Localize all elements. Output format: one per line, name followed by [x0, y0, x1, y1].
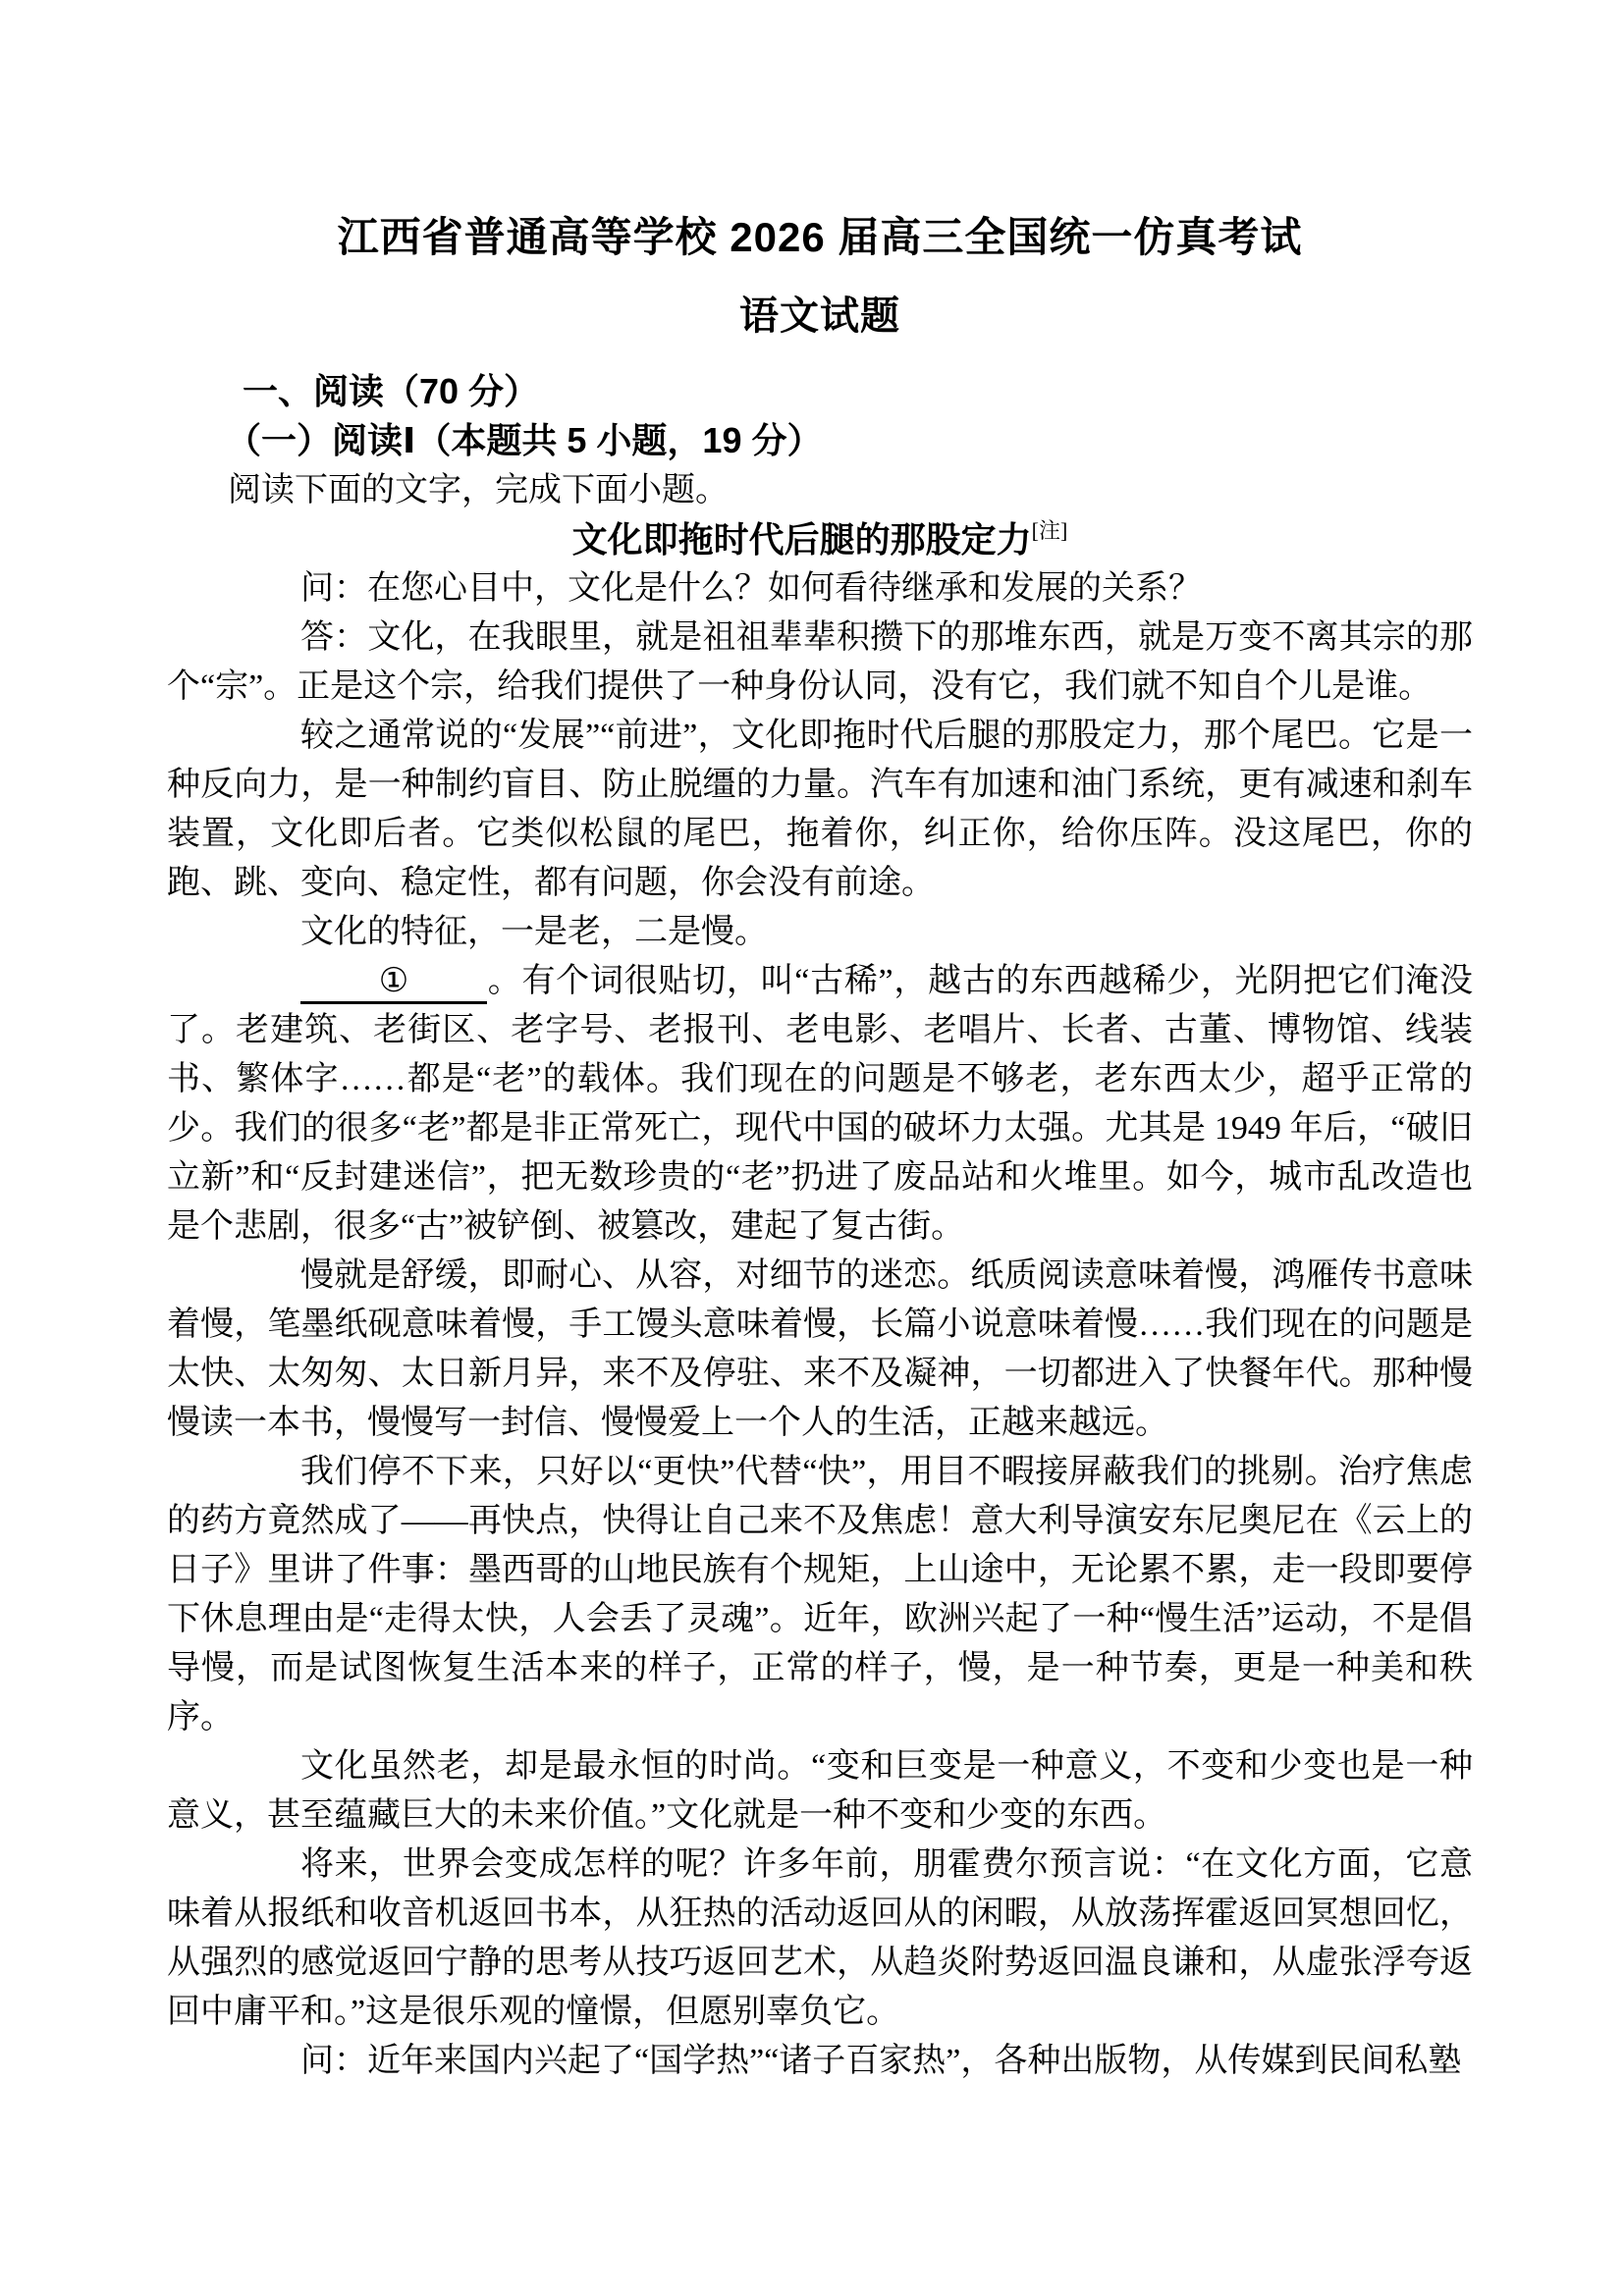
paragraph-answer-2: 较之通常说的“发展”“前进”，文化即拖时代后腿的那股定力，那个尾巴。它是一种反向力，是一种制约盲目、防止脱缰的力量。汽车有加速和油门系统，更有减速和刹车装置，文化即后者。它类似松鼠的尾巴，拖着你，纠正你，给你压阵。没这尾巴，你的跑、跳、变向、稳定性，都有问题，你会没有前途。	[167, 718, 1473, 901]
paragraph-answer-4-text: 。有个词很贴切，叫“古稀”，越古的东西越稀少，光阴把它们淹没了。老建筑、老街区、老字号、老报刊、老电影、老唱片、长者、古董、博物馆、线装书、繁体字……都是“老”的载体。我们现在的问题是不够老，老东西太少，超乎正常的少。我们的很多“老”都是非正常死亡，现代中国的破坏力太强。尤其是 1949 年后，“破旧立新”和“反封建迷信”，把无数珍贵的“老”扔进了废品站和火堆里。如今，城市乱改造也是个悲剧，很多“古”被铲倒、被篡改，建起了复古街。	[167, 963, 1473, 1245]
paragraph-answer-5: 慢就是舒缓，即耐心、从容，对细节的迷恋。纸质阅读意味着慢，鸿雁传书意味着慢，笔墨纸砚意味着慢，手工馒头意味着慢，长篇小说意味着慢……我们现在的问题是太快、太匆匆、太日新月异，来不及停驻、来不及凝神，一切都进入了快餐年代。那种慢慢读一本书，慢慢写一封信、慢慢爱上一个人的生活，正越来越远。	[167, 1257, 1473, 1441]
paragraph-answer-7: 文化虽然老，却是最永恒的时尚。“变和巨变是一种意义，不变和少变也是一种意义，甚至蕴藏巨大的未来价值。”文化就是一种不变和少变的东西。	[167, 1748, 1473, 1834]
blank-marker: ①	[378, 963, 409, 999]
paragraph-answer-4	[167, 957, 1473, 1252]
doc-title: 江西省普通高等学校 2026 届高三全国统一仿真考试	[337, 214, 1303, 260]
fill-in-blank-line	[300, 962, 487, 1004]
essay-title-text: 文化即拖时代后腿的那股定力	[571, 519, 1032, 560]
paragraph-question-2: 问：近年来国内兴起了“国学热”“诸子百家热”，各种出版物，从传媒到民间私塾	[300, 2043, 1462, 2079]
essay-title	[167, 515, 1473, 564]
essay-note-marker: [注]	[1031, 518, 1068, 543]
doc-subtitle: 语文试题	[739, 294, 900, 338]
paragraph-answer-1: 答：文化，在我眼里，就是祖祖辈辈积攒下的那堆东西，就是万变不离其宗的那个“宗”。正是这个宗，给我们提供了一种身份认同，没有它，我们就不知自个儿是谁。	[167, 619, 1473, 705]
instruction-line: 阅读下面的文字，完成下面小题。	[228, 472, 729, 508]
paragraph-answer-8: 将来，世界会变成怎样的呢？许多年前，朋霍费尔预言说：“在文化方面，它意味着从报纸和收音机返回书本，从狂热的活动返回从的闲暇，从放荡挥霍返回冥想回忆，从强烈的感觉返回宁静的思考从技巧返回艺术，从趋炎附势返回温良谦和，从虚张浮夸返回中庸平和。”这是很乐观的憧憬，但愿别辜负它。	[167, 1846, 1473, 2030]
section-heading-reading: 一、阅读（70 分）	[243, 371, 540, 411]
paragraph-answer-3: 文化的特征，一是老，二是慢。	[300, 914, 768, 950]
subsection-heading-reading-1: （一）阅读Ⅰ（本题共 5 小题，19 分）	[226, 420, 823, 460]
paragraph-answer-6: 我们停不下来，只好以“更快”代替“快”，用目不暇接屏蔽我们的挑剔。治疗焦虑的药方竟然成了——再快点，快得让自己来不及焦虑！意大利导演安东尼奥尼在《云上的日子》里讲了件事：墨西哥的山地民族有个规矩，上山途中，无论累不累，走一段即要停下休息理由是“走得太快，人会丢了灵魂”。近年，欧洲兴起了一种“慢生活”运动，不是倡导慢，而是试图恢复生活本来的样子，正常的样子，慢，是一种节奏，更是一种美和秩序。	[167, 1454, 1473, 1735]
paragraph-question-1: 问：在您心目中，文化是什么？如何看待继承和发展的关系？	[300, 570, 1202, 607]
